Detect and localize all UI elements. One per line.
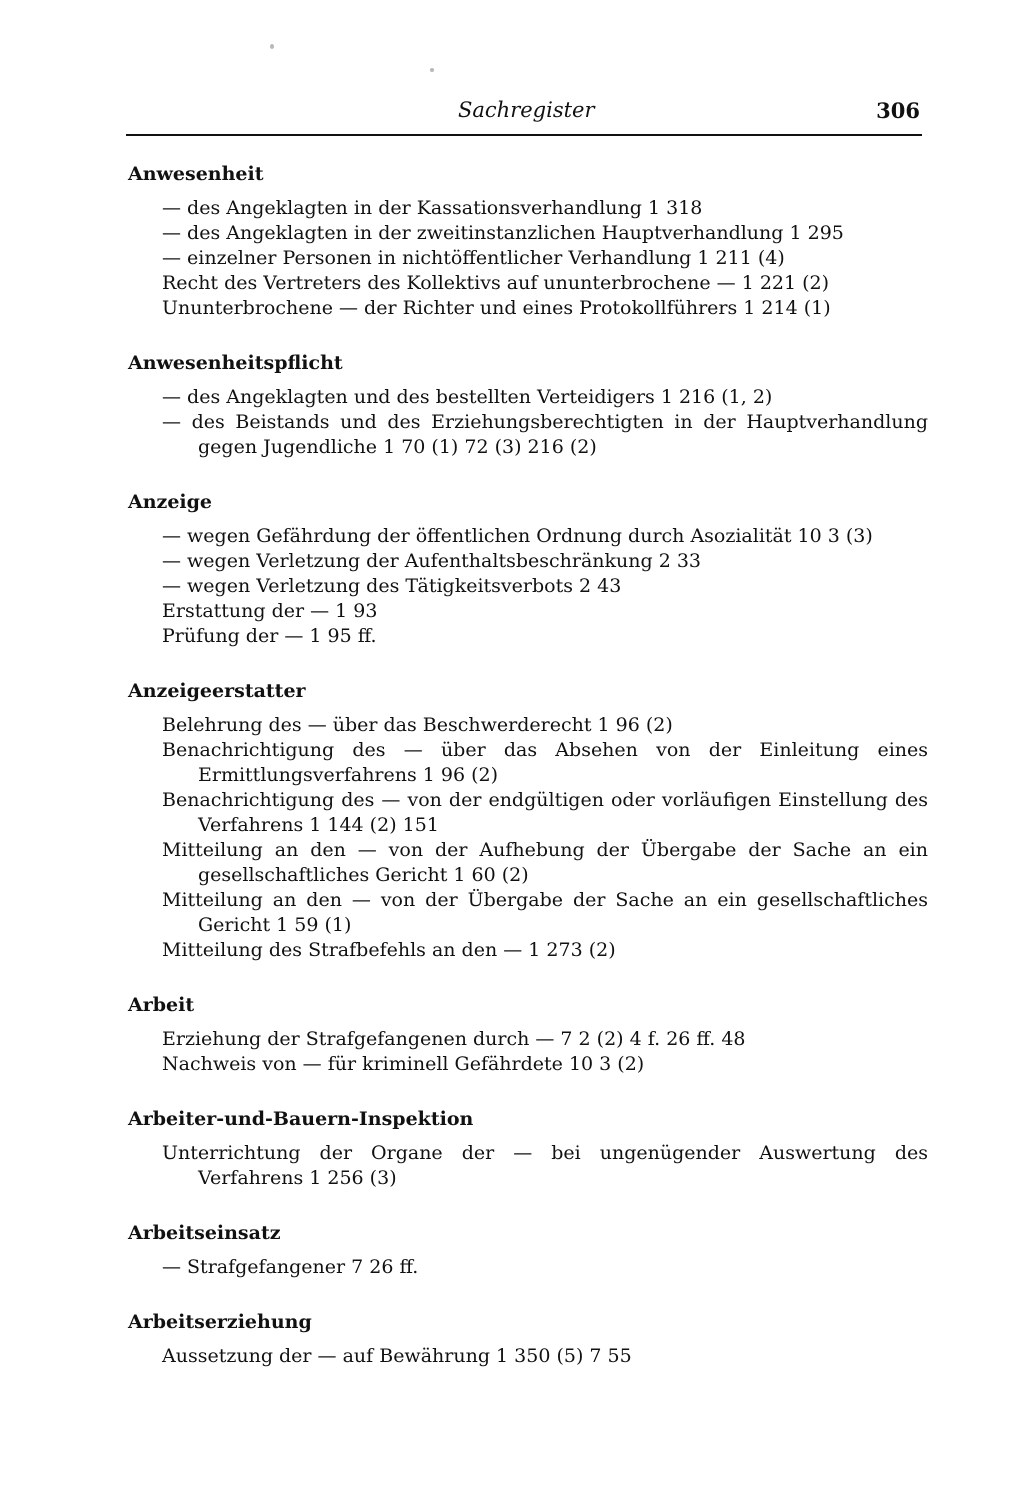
index-section	[128, 1306, 928, 1369]
index-entry: — des Angeklagten in der zweitinstanzlichen Hauptverhandlung 1 295	[162, 222, 844, 244]
index-entry: Belehrung des — über das Beschwerderecht 1 96 (2)	[162, 714, 673, 736]
index-entry: — des Angeklagten in der Kassationsverhandlung 1 318	[162, 197, 703, 219]
index-entry: Mitteilung an den — von der Übergabe der Sache an ein gesellschaftliches Gericht 1 59 (1)	[162, 889, 928, 936]
index-section	[128, 158, 928, 321]
index-entry: Unterrichtung der Organe der — bei ungenügender Auswertung des Verfahrens 1 256 (3)	[162, 1142, 928, 1189]
index-content	[128, 158, 928, 1395]
running-header	[126, 94, 922, 134]
index-entry: Erziehung der Strafgefangenen durch — 7 2 (2) 4 f. 26 ff. 48	[162, 1028, 746, 1050]
page-number: 306	[876, 98, 920, 123]
index-entry: Benachrichtigung des — über das Absehen von der Einleitung eines Ermittlungsverfahrens 1 96 (2)	[162, 739, 928, 786]
scan-speck	[270, 44, 274, 49]
running-title: Sachregister	[458, 98, 595, 122]
index-heading: Arbeitseinsatz	[128, 1222, 281, 1244]
index-section	[128, 486, 928, 649]
index-heading: Arbeitserziehung	[128, 1311, 312, 1333]
index-entry: Mitteilung an den — von der Aufhebung der Übergabe der Sache an ein gesellschaftliches Gericht 1 60 (2)	[162, 839, 928, 886]
index-entry: Ununterbrochene — der Richter und eines Protokollführers 1 214 (1)	[162, 297, 831, 319]
index-section	[128, 989, 928, 1077]
index-section	[128, 675, 928, 963]
index-section	[128, 347, 928, 460]
index-heading: Arbeit	[128, 994, 195, 1016]
index-entry: Mitteilung des Strafbefehls an den — 1 273 (2)	[162, 939, 616, 961]
index-entry: Aussetzung der — auf Bewährung 1 350 (5) 7 55	[162, 1345, 632, 1367]
index-entry: Benachrichtigung des — von der endgültigen oder vorläufigen Einstellung des Verfahrens 1 144 (2) 151	[162, 789, 928, 836]
index-entry: Erstattung der — 1 93	[162, 600, 378, 622]
index-entry: Nachweis von — für kriminell Gefährdete 10 3 (2)	[162, 1053, 645, 1075]
index-entry: — wegen Gefährdung der öffentlichen Ordnung durch Asozialität 10 3 (3)	[162, 525, 873, 547]
header-rule	[126, 134, 922, 136]
index-section	[128, 1217, 928, 1280]
index-entry: — des Beistands und des Erziehungsberechtigten in der Hauptverhandlung gegen Jugendliche 1 70 (1) 72 (3) 216 (2)	[162, 411, 928, 458]
scan-speck	[430, 68, 434, 72]
index-entry: — einzelner Personen in nichtöffentlicher Verhandlung 1 211 (4)	[162, 247, 785, 269]
index-entry: — Strafgefangener 7 26 ff.	[162, 1256, 419, 1278]
index-entry: Recht des Vertreters des Kollektivs auf ununterbrochene — 1 221 (2)	[162, 272, 830, 294]
index-heading: Anzeigeerstatter	[128, 680, 306, 702]
index-heading: Anwesenheitspflicht	[128, 352, 343, 374]
index-entry: — wegen Verletzung der Aufenthaltsbeschränkung 2 33	[162, 550, 702, 572]
index-entry: — wegen Verletzung des Tätigkeitsverbots 2 43	[162, 575, 622, 597]
index-entry: Prüfung der — 1 95 ff.	[162, 625, 377, 647]
index-section	[128, 1103, 928, 1191]
index-entry: — des Angeklagten und des bestellten Verteidigers 1 216 (1, 2)	[162, 386, 773, 408]
index-heading: Arbeiter-und-Bauern-Inspektion	[128, 1108, 474, 1130]
index-heading: Anzeige	[128, 491, 213, 513]
index-heading: Anwesenheit	[128, 163, 264, 185]
